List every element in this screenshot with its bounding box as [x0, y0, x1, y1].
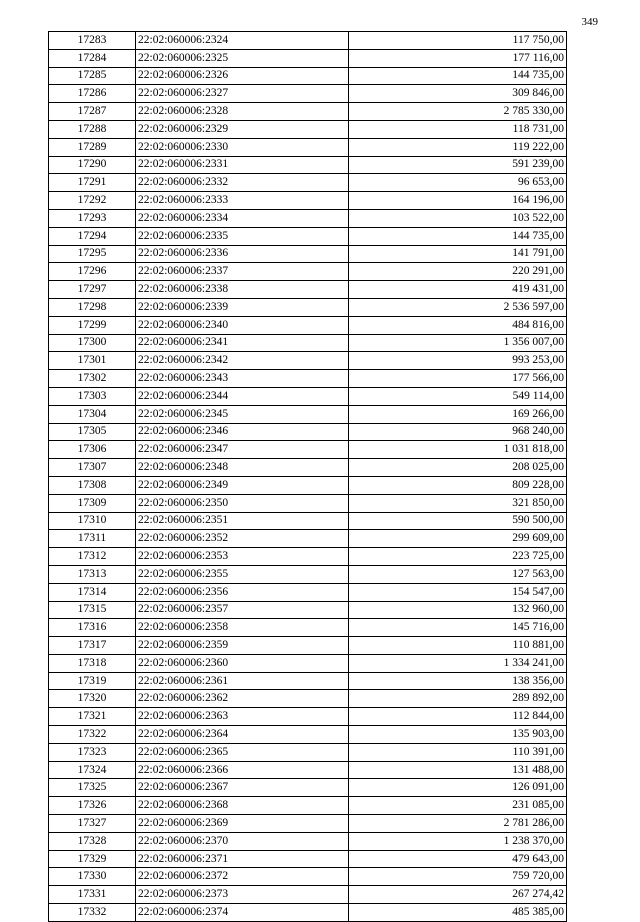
value-cell: 208 025,00	[349, 459, 567, 477]
page-number: 349	[581, 16, 598, 28]
table-row	[49, 174, 567, 192]
table-row	[49, 512, 567, 530]
value-cell: 103 522,00	[349, 209, 567, 227]
value-cell: 484 816,00	[349, 316, 567, 334]
cadastral-number-cell: 22:02:060006:2352	[136, 530, 349, 548]
table-row	[49, 209, 567, 227]
cadastral-number-cell: 22:02:060006:2327	[136, 85, 349, 103]
table-row	[49, 103, 567, 121]
row-number-cell: 17313	[49, 565, 136, 583]
cadastral-number-cell: 22:02:060006:2353	[136, 548, 349, 566]
cadastral-number-cell: 22:02:060006:2346	[136, 423, 349, 441]
row-number-cell: 17312	[49, 548, 136, 566]
value-cell: 289 892,00	[349, 690, 567, 708]
cadastral-number-cell: 22:02:060006:2357	[136, 601, 349, 619]
row-number-cell: 17287	[49, 103, 136, 121]
row-number-cell: 17329	[49, 850, 136, 868]
table-row	[49, 726, 567, 744]
cadastral-number-cell: 22:02:060006:2372	[136, 868, 349, 886]
value-cell: 126 091,00	[349, 779, 567, 797]
row-number-cell: 17304	[49, 405, 136, 423]
value-cell: 231 085,00	[349, 797, 567, 815]
cadastral-number-cell: 22:02:060006:2369	[136, 815, 349, 833]
table-row	[49, 138, 567, 156]
value-cell: 2 781 286,00	[349, 815, 567, 833]
cadastral-number-cell: 22:02:060006:2374	[136, 904, 349, 922]
cadastral-number-cell: 22:02:060006:2340	[136, 316, 349, 334]
row-number-cell: 17303	[49, 387, 136, 405]
table-row	[49, 85, 567, 103]
row-number-cell: 17308	[49, 476, 136, 494]
value-cell: 135 903,00	[349, 726, 567, 744]
row-number-cell: 17307	[49, 459, 136, 477]
cadastral-number-cell: 22:02:060006:2343	[136, 370, 349, 388]
row-number-cell: 17311	[49, 530, 136, 548]
cadastral-number-cell: 22:02:060006:2335	[136, 227, 349, 245]
row-number-cell: 17330	[49, 868, 136, 886]
cadastral-number-cell: 22:02:060006:2360	[136, 654, 349, 672]
table-row	[49, 494, 567, 512]
cadastral-value-table	[48, 31, 567, 922]
row-number-cell: 17298	[49, 298, 136, 316]
cadastral-number-cell: 22:02:060006:2356	[136, 583, 349, 601]
cadastral-number-cell: 22:02:060006:2324	[136, 32, 349, 50]
value-cell: 144 735,00	[349, 67, 567, 85]
cadastral-number-cell: 22:02:060006:2364	[136, 726, 349, 744]
cadastral-number-cell: 22:02:060006:2361	[136, 672, 349, 690]
table-row	[49, 583, 567, 601]
cadastral-number-cell: 22:02:060006:2329	[136, 120, 349, 138]
value-cell: 419 431,00	[349, 281, 567, 299]
table-row	[49, 441, 567, 459]
row-number-cell: 17305	[49, 423, 136, 441]
cadastral-number-cell: 22:02:060006:2365	[136, 743, 349, 761]
value-cell: 1 238 370,00	[349, 832, 567, 850]
row-number-cell: 17299	[49, 316, 136, 334]
row-number-cell: 17310	[49, 512, 136, 530]
value-cell: 1 031 818,00	[349, 441, 567, 459]
value-cell: 141 791,00	[349, 245, 567, 263]
table-row	[49, 672, 567, 690]
table-row	[49, 32, 567, 50]
row-number-cell: 17316	[49, 619, 136, 637]
row-number-cell: 17331	[49, 886, 136, 904]
row-number-cell: 17315	[49, 601, 136, 619]
table-row	[49, 832, 567, 850]
value-cell: 2 536 597,00	[349, 298, 567, 316]
row-number-cell: 17309	[49, 494, 136, 512]
row-number-cell: 17332	[49, 904, 136, 922]
value-cell: 127 563,00	[349, 565, 567, 583]
row-number-cell: 17288	[49, 120, 136, 138]
cadastral-number-cell: 22:02:060006:2363	[136, 708, 349, 726]
table-row	[49, 815, 567, 833]
cadastral-number-cell: 22:02:060006:2337	[136, 263, 349, 281]
table-row	[49, 476, 567, 494]
row-number-cell: 17326	[49, 797, 136, 815]
value-cell: 118 731,00	[349, 120, 567, 138]
value-cell: 968 240,00	[349, 423, 567, 441]
row-number-cell: 17284	[49, 49, 136, 67]
cadastral-number-cell: 22:02:060006:2330	[136, 138, 349, 156]
cadastral-number-cell: 22:02:060006:2351	[136, 512, 349, 530]
value-cell: 177 566,00	[349, 370, 567, 388]
value-cell: 223 725,00	[349, 548, 567, 566]
cadastral-number-cell: 22:02:060006:2367	[136, 779, 349, 797]
cadastral-number-cell: 22:02:060006:2371	[136, 850, 349, 868]
row-number-cell: 17297	[49, 281, 136, 299]
cadastral-number-cell: 22:02:060006:2345	[136, 405, 349, 423]
row-number-cell: 17300	[49, 334, 136, 352]
value-cell: 299 609,00	[349, 530, 567, 548]
row-number-cell: 17294	[49, 227, 136, 245]
value-cell: 110 391,00	[349, 743, 567, 761]
row-number-cell: 17285	[49, 67, 136, 85]
table-row	[49, 637, 567, 655]
row-number-cell: 17290	[49, 156, 136, 174]
row-number-cell: 17317	[49, 637, 136, 655]
table-row	[49, 156, 567, 174]
table-row	[49, 316, 567, 334]
cadastral-number-cell: 22:02:060006:2333	[136, 192, 349, 210]
value-cell: 144 735,00	[349, 227, 567, 245]
value-cell: 177 116,00	[349, 49, 567, 67]
row-number-cell: 17314	[49, 583, 136, 601]
row-number-cell: 17302	[49, 370, 136, 388]
cadastral-number-cell: 22:02:060006:2328	[136, 103, 349, 121]
row-number-cell: 17301	[49, 352, 136, 370]
row-number-cell: 17320	[49, 690, 136, 708]
value-cell: 164 196,00	[349, 192, 567, 210]
cadastral-number-cell: 22:02:060006:2368	[136, 797, 349, 815]
cadastral-number-cell: 22:02:060006:2366	[136, 761, 349, 779]
table-row	[49, 743, 567, 761]
table-row	[49, 387, 567, 405]
value-cell: 591 239,00	[349, 156, 567, 174]
cadastral-number-cell: 22:02:060006:2332	[136, 174, 349, 192]
table-row	[49, 298, 567, 316]
row-number-cell: 17286	[49, 85, 136, 103]
table-row	[49, 761, 567, 779]
cadastral-number-cell: 22:02:060006:2339	[136, 298, 349, 316]
cadastral-number-cell: 22:02:060006:2338	[136, 281, 349, 299]
table-row	[49, 904, 567, 922]
value-cell: 1 334 241,00	[349, 654, 567, 672]
cadastral-number-cell: 22:02:060006:2326	[136, 67, 349, 85]
table-row	[49, 850, 567, 868]
table-row	[49, 334, 567, 352]
cadastral-number-cell: 22:02:060006:2344	[136, 387, 349, 405]
value-cell: 809 228,00	[349, 476, 567, 494]
table-row	[49, 459, 567, 477]
value-cell: 117 750,00	[349, 32, 567, 50]
row-number-cell: 17296	[49, 263, 136, 281]
table-row	[49, 619, 567, 637]
cadastral-number-cell: 22:02:060006:2370	[136, 832, 349, 850]
row-number-cell: 17323	[49, 743, 136, 761]
table-row	[49, 352, 567, 370]
row-number-cell: 17319	[49, 672, 136, 690]
table-row	[49, 868, 567, 886]
table-body	[49, 32, 567, 922]
value-cell: 321 850,00	[349, 494, 567, 512]
row-number-cell: 17325	[49, 779, 136, 797]
table-row	[49, 565, 567, 583]
table-row	[49, 67, 567, 85]
table-row	[49, 530, 567, 548]
table-row	[49, 227, 567, 245]
table-row	[49, 281, 567, 299]
table-row	[49, 405, 567, 423]
value-cell: 145 716,00	[349, 619, 567, 637]
cadastral-number-cell: 22:02:060006:2373	[136, 886, 349, 904]
cadastral-number-cell: 22:02:060006:2347	[136, 441, 349, 459]
row-number-cell: 17328	[49, 832, 136, 850]
table-row	[49, 886, 567, 904]
cadastral-number-cell: 22:02:060006:2331	[136, 156, 349, 174]
cadastral-number-cell: 22:02:060006:2342	[136, 352, 349, 370]
cadastral-number-cell: 22:02:060006:2359	[136, 637, 349, 655]
cadastral-number-cell: 22:02:060006:2350	[136, 494, 349, 512]
table-row	[49, 797, 567, 815]
cadastral-number-cell: 22:02:060006:2362	[136, 690, 349, 708]
table-row	[49, 779, 567, 797]
value-cell: 110 881,00	[349, 637, 567, 655]
value-cell: 1 356 007,00	[349, 334, 567, 352]
value-cell: 590 500,00	[349, 512, 567, 530]
cadastral-number-cell: 22:02:060006:2358	[136, 619, 349, 637]
row-number-cell: 17291	[49, 174, 136, 192]
table-row	[49, 49, 567, 67]
row-number-cell: 17327	[49, 815, 136, 833]
row-number-cell: 17321	[49, 708, 136, 726]
table-row	[49, 548, 567, 566]
value-cell: 485 385,00	[349, 904, 567, 922]
value-cell: 169 266,00	[349, 405, 567, 423]
value-cell: 138 356,00	[349, 672, 567, 690]
value-cell: 131 488,00	[349, 761, 567, 779]
row-number-cell: 17289	[49, 138, 136, 156]
table-row	[49, 192, 567, 210]
row-number-cell: 17292	[49, 192, 136, 210]
value-cell: 154 547,00	[349, 583, 567, 601]
value-cell: 132 960,00	[349, 601, 567, 619]
value-cell: 96 653,00	[349, 174, 567, 192]
cadastral-number-cell: 22:02:060006:2348	[136, 459, 349, 477]
row-number-cell: 17283	[49, 32, 136, 50]
table-row	[49, 120, 567, 138]
row-number-cell: 17293	[49, 209, 136, 227]
value-cell: 220 291,00	[349, 263, 567, 281]
value-cell: 993 253,00	[349, 352, 567, 370]
cadastral-number-cell: 22:02:060006:2349	[136, 476, 349, 494]
cadastral-number-cell: 22:02:060006:2325	[136, 49, 349, 67]
table-row	[49, 654, 567, 672]
table-row	[49, 245, 567, 263]
value-cell: 119 222,00	[349, 138, 567, 156]
value-cell: 759 720,00	[349, 868, 567, 886]
table-row	[49, 370, 567, 388]
row-number-cell: 17324	[49, 761, 136, 779]
row-number-cell: 17322	[49, 726, 136, 744]
cadastral-number-cell: 22:02:060006:2355	[136, 565, 349, 583]
row-number-cell: 17295	[49, 245, 136, 263]
value-cell: 112 844,00	[349, 708, 567, 726]
table-row	[49, 601, 567, 619]
table-row	[49, 690, 567, 708]
cadastral-number-cell: 22:02:060006:2334	[136, 209, 349, 227]
value-cell: 2 785 330,00	[349, 103, 567, 121]
row-number-cell: 17318	[49, 654, 136, 672]
table-row	[49, 263, 567, 281]
value-cell: 309 846,00	[349, 85, 567, 103]
value-cell: 479 643,00	[349, 850, 567, 868]
value-cell: 549 114,00	[349, 387, 567, 405]
table-row	[49, 708, 567, 726]
row-number-cell: 17306	[49, 441, 136, 459]
value-cell: 267 274,42	[349, 886, 567, 904]
cadastral-number-cell: 22:02:060006:2336	[136, 245, 349, 263]
cadastral-number-cell: 22:02:060006:2341	[136, 334, 349, 352]
table-row	[49, 423, 567, 441]
